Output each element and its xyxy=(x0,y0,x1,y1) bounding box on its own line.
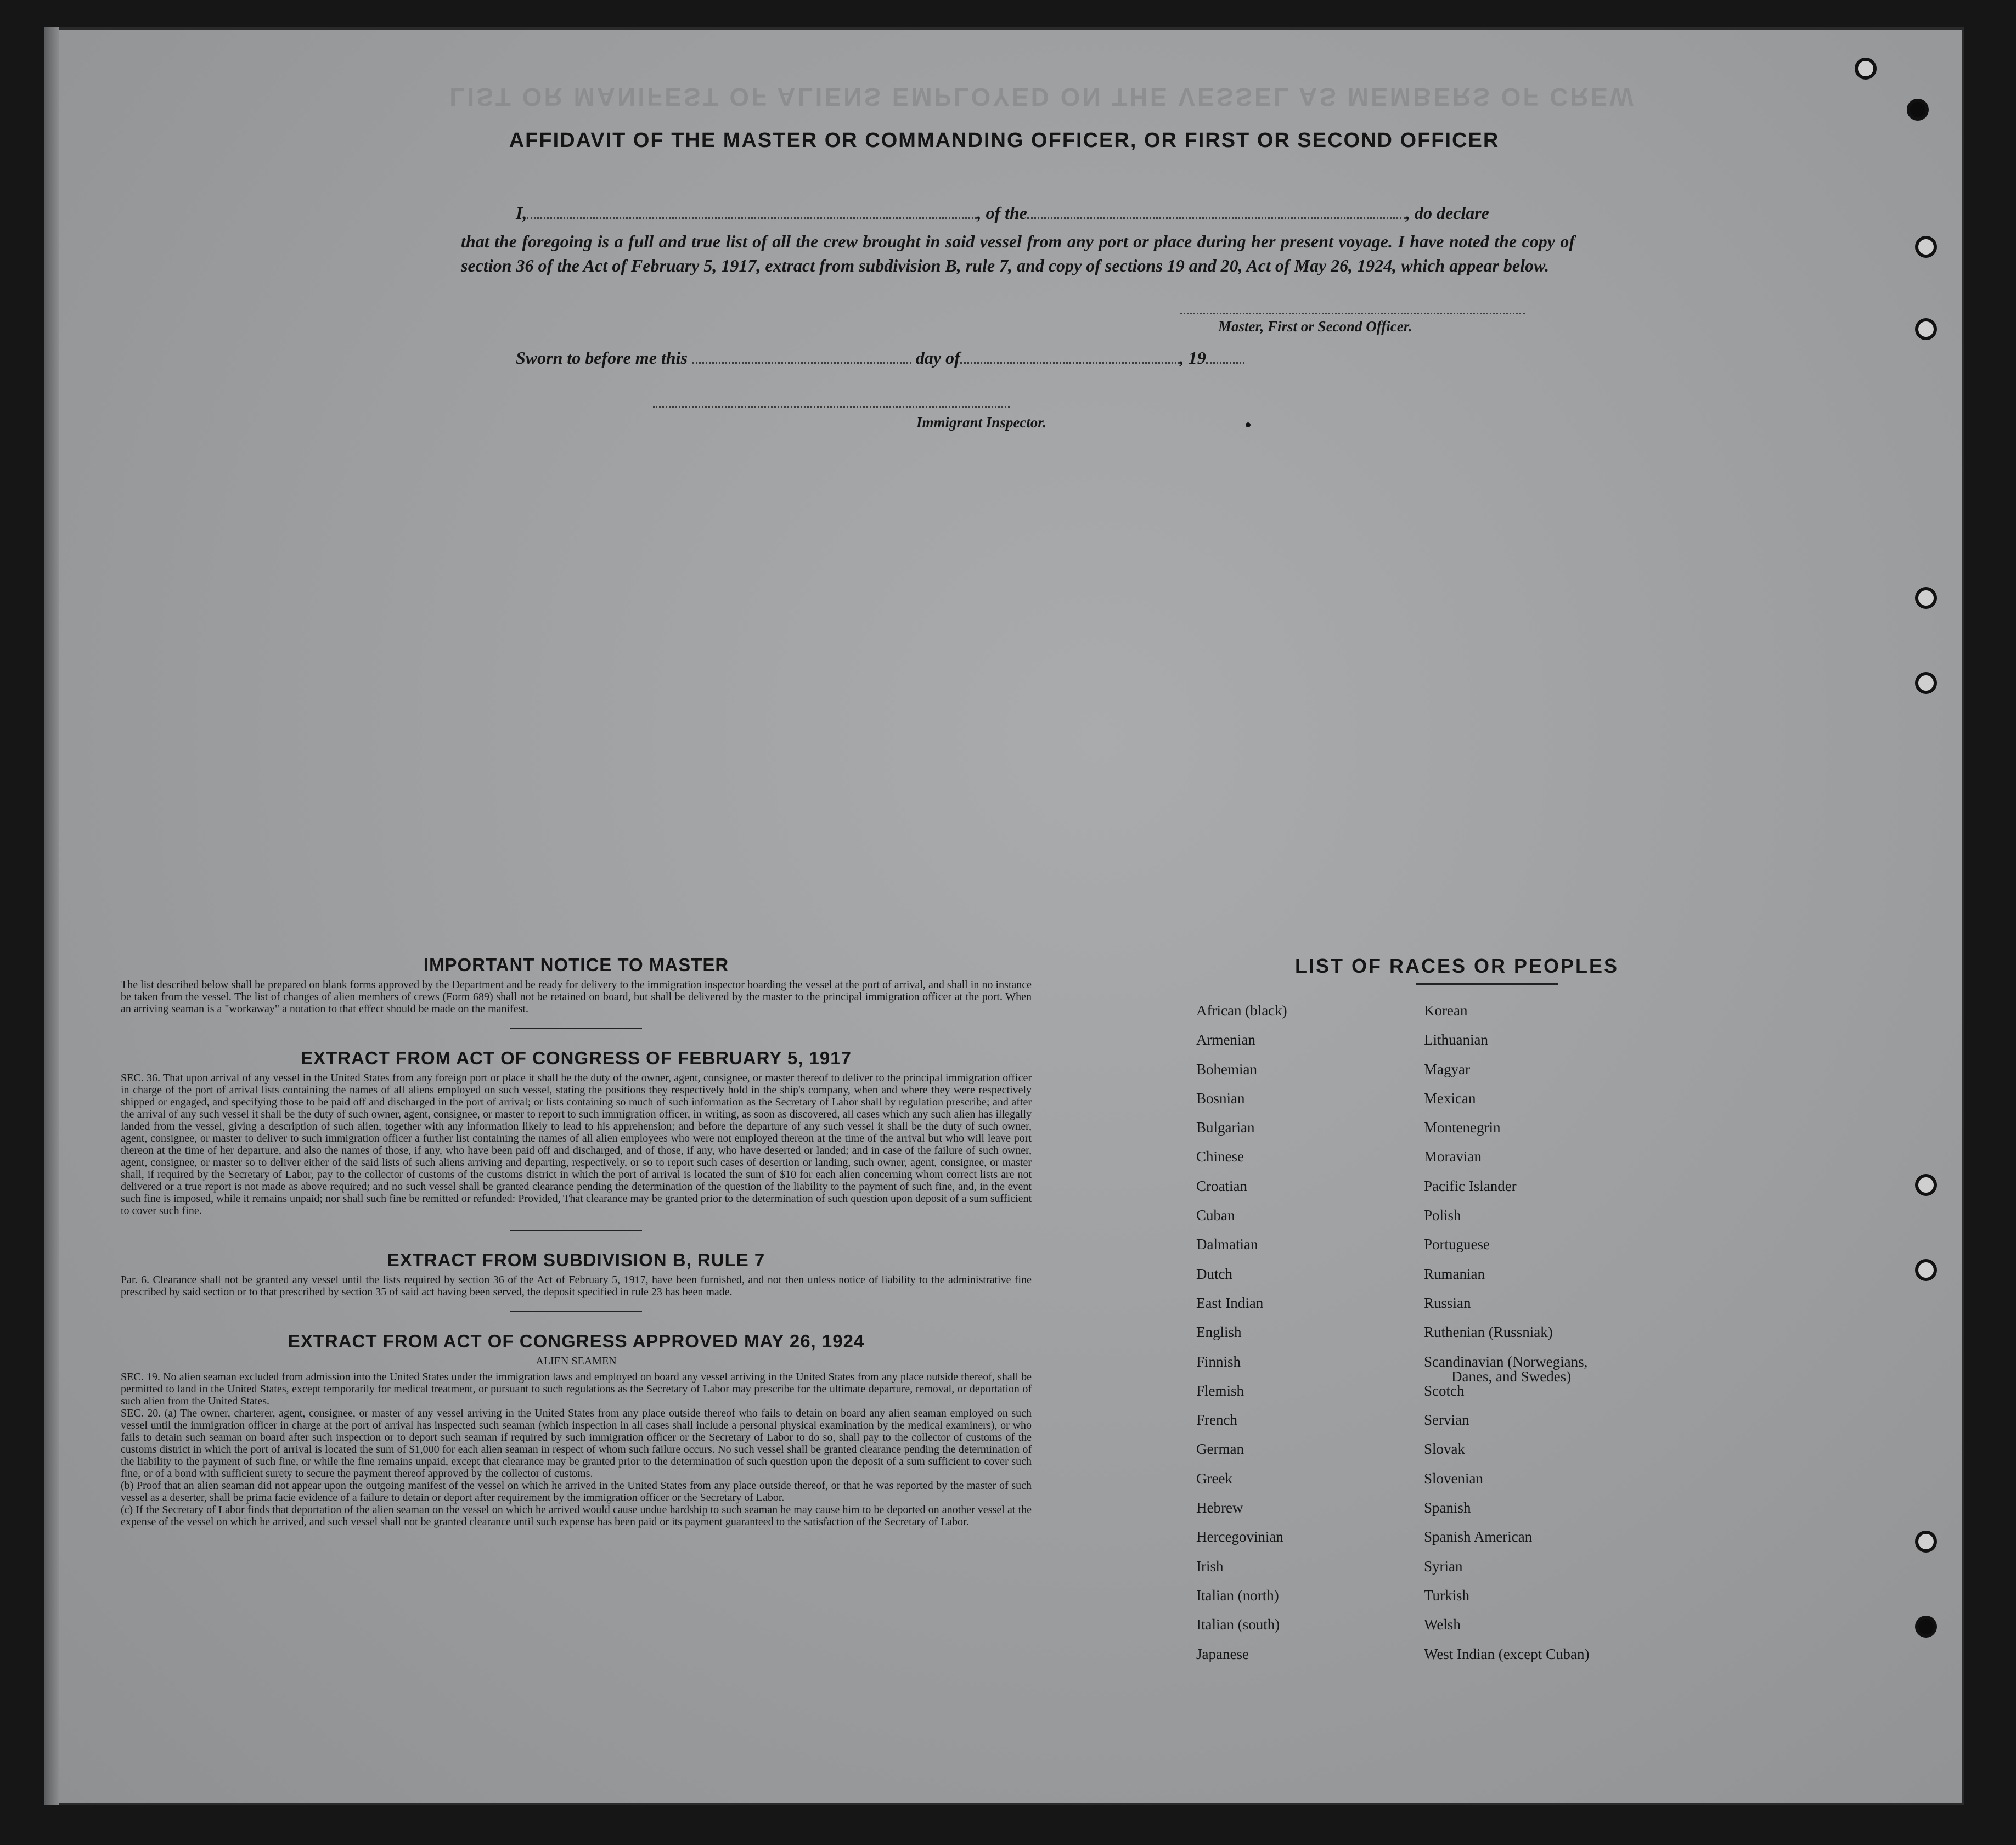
race-item: Finnish xyxy=(1196,1353,1241,1370)
race-item: German xyxy=(1196,1441,1244,1458)
sworn-label: Sworn to before me this xyxy=(516,348,688,368)
race-item: Polish xyxy=(1424,1207,1461,1224)
notice-body: The list described below shall be prepared on blank forms approved by the Department and be ready for delivery to the immigration inspector boarding the vessel at the port of arrival, and shall in no instance be taken from the vessel. The list of changes of alien members of crews (Form 689) shall not be retained on board, but shall be delivered by the master to the principal immigration officer at the port. When an arriving seaman is a "workaway" a notation to that effect should be made on the manifest. xyxy=(121,979,1032,1015)
punch-hole-icon xyxy=(1915,672,1937,694)
races-list xyxy=(1196,955,1690,1675)
section-divider xyxy=(510,1028,642,1029)
section-divider xyxy=(510,1230,642,1231)
race-item: Bohemian xyxy=(1196,1060,1257,1077)
race-item: Bosnian xyxy=(1196,1090,1245,1107)
race-item: African (black) xyxy=(1196,1002,1287,1019)
race-item: Dutch xyxy=(1196,1265,1232,1282)
punch-hole-icon xyxy=(1915,1174,1937,1196)
declarant-prefix: I, xyxy=(516,203,527,223)
races-right-column xyxy=(1424,1002,1652,1675)
of-the-label: , of the xyxy=(977,203,1027,223)
extract-1924-subtitle: ALIEN SEAMEN xyxy=(536,1355,617,1367)
race-item: Dalmatian xyxy=(1196,1236,1258,1253)
race-item: Chinese xyxy=(1196,1148,1244,1165)
punch-hole-icon xyxy=(1915,1616,1937,1638)
races-columns xyxy=(1196,1002,1690,1675)
race-item: Welsh xyxy=(1424,1616,1461,1633)
race-item: Croatian xyxy=(1196,1177,1247,1194)
master-signature-field[interactable] xyxy=(1180,313,1525,314)
race-item: Cuban xyxy=(1196,1207,1235,1224)
extract-1917-title: EXTRACT FROM ACT OF CONGRESS OF FEBRUARY 5, 1917 xyxy=(301,1048,852,1068)
race-item: Korean xyxy=(1424,1002,1468,1019)
race-item: Rumanian xyxy=(1424,1265,1485,1282)
ink-dot xyxy=(1246,422,1251,427)
race-item: Japanese xyxy=(1196,1645,1249,1662)
punch-hole-icon xyxy=(1915,318,1937,340)
sworn-month-field[interactable] xyxy=(960,349,1180,364)
legal-notices xyxy=(121,955,1032,1528)
bleed-through-title: LIST OR MANIFEST OF ALIENS EMPLOYED ON THE VESSEL AS MEMBERS OF CREW xyxy=(449,83,1636,111)
races-left-column xyxy=(1196,1002,1424,1675)
race-item: Flemish xyxy=(1196,1382,1244,1399)
race-item: Italian (north) xyxy=(1196,1587,1279,1604)
race-item: Moravian xyxy=(1424,1148,1482,1165)
affidavit-title: AFFIDAVIT OF THE MASTER OR COMMANDING OFFICER, OR FIRST OR SECOND OFFICER xyxy=(509,129,1500,152)
race-item: Servian xyxy=(1424,1412,1469,1429)
extract-rule7-body: Par. 6. Clearance shall not be granted any vessel until the lists required by section 36 of the Act of February 5, 1917, have been furnished, and not then unless notice of liability to the administrative fine prescribed by said section or to that prescribed by section 35 of said act having been served, the deposit specified in rule 23 has been made. xyxy=(121,1274,1032,1298)
extract-1924-sec20a: SEC. 20. (a) The owner, charterer, agent, consignee, or master of any vessel arriving in the United States from any place outside thereof who fails to detain on board any alien seaman employed on such vessel until the immigration officer in charge at the port of arrival has inspected such seaman (which inspection in all cases shall include a personal physical examination by the medical examiners), or who fails to detain such seaman on board after such inspection or to deport such seaman if required by such immigration officer or the Secretary of Labor to do so, shall pay to the collector of customs of the customs district in which the port of arrival is located the sum of $1,000 for each alien seaman in respect of whom such failure occurs. No such vessel shall be granted clearance pending the determination of the liability to the payment of such fine, or while the fine remains unpaid, except that clearance may be granted prior to the determination of such question upon the deposit of a sum sufficient to cover such fine, or of a bond with sufficient surety to secure the payment thereof approved by the collector of customs. xyxy=(121,1407,1032,1480)
race-item: Slovenian xyxy=(1424,1470,1483,1487)
race-item: Magyar xyxy=(1424,1060,1470,1077)
declaration-body: that the foregoing is a full and true list of all the crew brought in said vessel from any port or place during her present voyage. I have noted the copy of section 36 of the Act of February 5, 1917, extract from subdivision B, rule 7, and copy of sections 19 and 20, Act of May 26, 1924, which appear below. xyxy=(461,232,1575,275)
sworn-year-field[interactable] xyxy=(1206,349,1244,364)
sworn-day-field[interactable] xyxy=(692,349,911,364)
extract-rule7-title: EXTRACT FROM SUBDIVISION B, RULE 7 xyxy=(387,1250,765,1270)
race-item-continuation: Danes, and Swedes) xyxy=(1451,1368,1572,1385)
race-item: Scotch xyxy=(1424,1382,1465,1399)
punch-hole-icon xyxy=(1915,1531,1937,1553)
page-binding-edge xyxy=(44,27,59,1805)
punch-hole-icon xyxy=(1915,236,1937,258)
race-item: Russian xyxy=(1424,1294,1471,1311)
declarant-name-field[interactable] xyxy=(527,204,977,219)
race-item: Turkish xyxy=(1424,1587,1470,1604)
master-signature-label: Master, First or Second Officer. xyxy=(1218,318,1412,335)
race-item: Hebrew xyxy=(1196,1499,1243,1516)
races-title-rule xyxy=(1416,983,1558,985)
extract-1924-title: EXTRACT FROM ACT OF CONGRESS APPROVED MAY 26, 1924 xyxy=(288,1331,865,1351)
race-item: Slovak xyxy=(1424,1441,1466,1458)
race-item: Italian (south) xyxy=(1196,1616,1280,1633)
race-item: Pacific Islander xyxy=(1424,1177,1517,1194)
race-item: East Indian xyxy=(1196,1294,1264,1311)
race-item: Greek xyxy=(1196,1470,1232,1487)
race-item: Spanish xyxy=(1424,1499,1471,1516)
race-item: Armenian xyxy=(1196,1031,1255,1048)
race-item: Irish xyxy=(1196,1558,1224,1575)
punch-hole-icon xyxy=(1855,58,1877,80)
day-of-label: day of xyxy=(915,348,960,368)
extract-1924-sec20b: (b) Proof that an alien seaman did not appear upon the outgoing manifest of the vessel on which he arrived in the United States from any place outside thereof, or that he was reported by the master of such vessel as a deserter, shall be prima facie evidence of a failure to detain or deport after requirement by the immigration officer or the Secretary of Labor. xyxy=(121,1480,1032,1504)
punch-hole-icon xyxy=(1907,99,1929,121)
do-declare-label: , do declare xyxy=(1406,203,1489,223)
race-item: Scandinavian (Norwegians, Danes, and Swedes) xyxy=(1424,1353,1652,1383)
section-divider xyxy=(510,1311,642,1312)
race-item: Syrian xyxy=(1424,1558,1463,1575)
year-prefix-label: , 19 xyxy=(1179,348,1206,368)
declaration-line xyxy=(516,203,1569,223)
extract-1917-body: SEC. 36. That upon arrival of any vessel in the United States from any foreign port or place it shall be the duty of the owner, agent, consignee, or master thereof to deliver to the principal immigration officer in charge of the port of arrival lists containing the names of all aliens employed on such vessel, stating the positions they respectively hold in the ship's company, when and where they were respectively shipped or engaged, and specifying those to be paid off and discharged in the port of arrival; or lists containing so much of such information as the Secretary of Labor shall by regulation prescribe; and after the arrival of any such vessel it shall be the duty of such owner, agent, consignee, or master to report to such immigration officer, in writing, as soon as discovered, all cases which any such alien has illegally landed from the vessel, giving a description of such alien, together with any information likely to lead to his apprehension; and before the departure of any such vessel it shall be the duty of such owner, agent, consignee, or master to deliver to such immigration officer a further list containing the names of all alien employees who were not employed thereon at the time of the arrival but who will leave port thereon at the time of her departure, and also the names of those, if any, who have been paid off and discharged, and of those, if any, who have deserted or landed; and in case of the failure of such owner, agent, consignee, or master so to deliver either of the said lists of such aliens arriving and departing, respectively, or so to report such cases of desertion or landing, such owner, agent, consignee, or master shall, if required by the Secretary of Labor, pay to the collector of customs of the customs district in which the port of arrival is located the sum of $10 for each alien concerning whom correct lists are not delivered or a true report is not made as above required; and no such vessel shall be granted clearance pending the determination of the question of the liability to the payment of such fine, and, in the event such fine is imposed, while it remains unpaid; nor shall such fine be remitted or refunded: Provided, That clearance may be granted prior to the determination of such question upon deposit of a sum sufficient to cover such fine. xyxy=(121,1072,1032,1217)
race-item: Lithuanian xyxy=(1424,1031,1488,1048)
extract-1924-sec19: SEC. 19. No alien seaman excluded from admission into the United States under the immigration laws and employed on board any vessel arriving in the United States from any place outside thereof, shall be permitted to land in the United States, except temporarily for medical treatment, or pursuant to such regulations as the Secretary of Labor may prescribe for the ultimate departure, removal, or deportation of such alien from the United States. xyxy=(121,1371,1032,1407)
form-page xyxy=(44,27,1964,1805)
race-item: English xyxy=(1196,1324,1242,1341)
race-item: French xyxy=(1196,1412,1237,1429)
race-item: West Indian (except Cuban) xyxy=(1424,1645,1590,1662)
vessel-name-field[interactable] xyxy=(1027,204,1406,219)
race-item: Mexican xyxy=(1424,1090,1476,1107)
inspector-signature-field[interactable] xyxy=(653,406,1010,408)
race-item: Montenegrin xyxy=(1424,1119,1501,1136)
inspector-label: Immigrant Inspector. xyxy=(916,414,1047,431)
punch-hole-icon xyxy=(1915,1259,1937,1281)
race-item: Bulgarian xyxy=(1196,1119,1255,1136)
races-title: LIST OF RACES OR PEOPLES xyxy=(1294,955,1619,977)
race-item: Hercegovinian xyxy=(1196,1528,1283,1545)
extract-1924-sec20c: (c) If the Secretary of Labor finds that deportation of the alien seaman on the vessel on which he arrived would cause undue hardship to such seaman he may cause him to be deported on another vessel at the expense of the vessel on which he arrived, and such vessel shall not be granted clearance until such expense has been paid or its payment guaranteed to the satisfaction of the Secretary of Labor. xyxy=(121,1504,1032,1528)
affidavit-section xyxy=(44,27,1964,466)
punch-hole-icon xyxy=(1915,587,1937,609)
race-item: Portuguese xyxy=(1424,1236,1490,1253)
notice-title: IMPORTANT NOTICE TO MASTER xyxy=(423,955,729,975)
race-item: Spanish American xyxy=(1424,1528,1533,1545)
race-item: Ruthenian (Russniak) xyxy=(1424,1324,1553,1341)
sworn-line xyxy=(516,348,1244,368)
